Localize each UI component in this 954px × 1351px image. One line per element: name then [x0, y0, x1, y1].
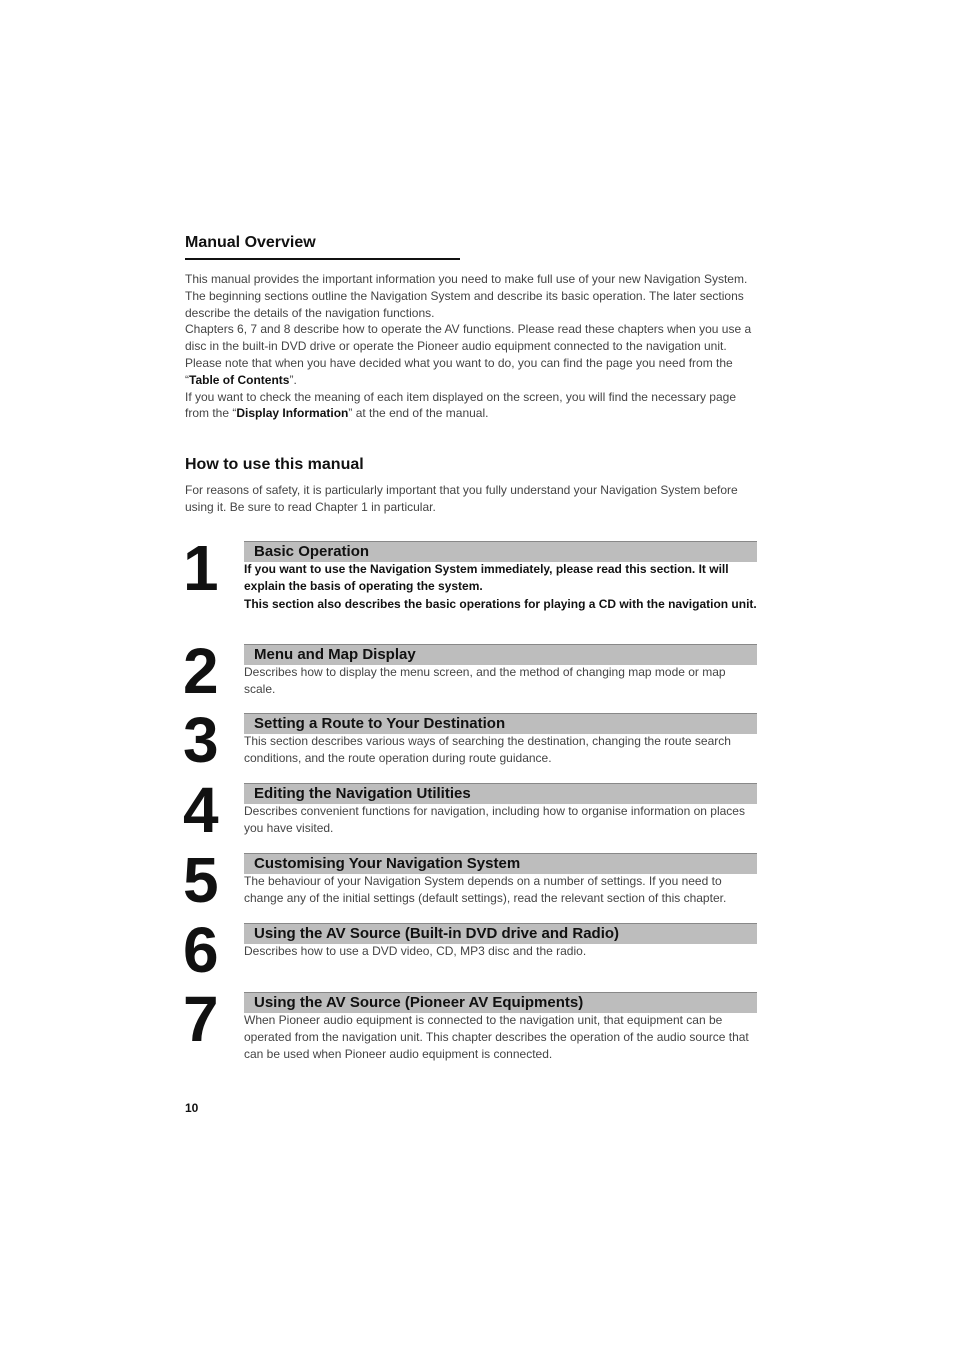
display-information-ref: Display Information — [236, 406, 349, 421]
table-of-contents-ref: Table of Contents — [189, 372, 290, 387]
chapter-title: Menu and Map Display — [244, 644, 757, 665]
chapter-description: This section describes various ways of searching the destination, changing the route search conditions, and the route operation during route guidance. — [244, 734, 731, 765]
overview-text — [185, 271, 757, 422]
section-title-manual-overview: Manual Overview — [185, 234, 460, 260]
chapter-number: 4 — [183, 774, 217, 846]
chapter-number: 5 — [183, 844, 217, 916]
chapter-number: 1 — [183, 532, 217, 604]
section-title-how-to-use: How to use this manual — [185, 456, 364, 473]
overview-paragraph-3: Please note that when you have decided what you want to do, you can find the page you need from the “Table of Contents”. — [185, 355, 733, 387]
chapter-description: When Pioneer audio equipment is connected to the navigation unit, that equipment can be operated from the navigation unit. This chapter describes the operation of the audio source that can be used when Pioneer audio equipment is connected. — [244, 1013, 749, 1061]
chapter-number: 7 — [183, 983, 217, 1055]
chapter-description: Describes convenient functions for navigation, including how to organise information on places you have visited. — [244, 804, 745, 835]
chapter-title: Editing the Navigation Utilities — [244, 783, 757, 804]
chapter-description: The behaviour of your Navigation System depends on a number of settings. If you need to change any of the initial settings (default settings), read the relevant section of this chapter. — [244, 874, 727, 905]
chapter-title: Setting a Route to Your Destination — [244, 713, 757, 734]
chapter-title: Using the AV Source (Pioneer AV Equipments) — [244, 992, 757, 1013]
chapter-number: 3 — [183, 704, 217, 776]
page-number: 10 — [185, 1101, 199, 1115]
chapter-title: Using the AV Source (Built-in DVD drive and Radio) — [244, 923, 757, 944]
overview-paragraph-2: Chapters 6, 7 and 8 describe how to operate the AV functions. Please read these chapters when you use a disc in the built-in DVD drive or operate the Pioneer audio equipment connected to the navigation unit. — [185, 322, 752, 354]
overview-paragraph-4: If you want to check the meaning of each item displayed on the screen, you will find the necessary page from the “Display Information” at the end of the manual. — [185, 389, 736, 421]
chapter-number: 2 — [183, 635, 217, 707]
chapter-number: 6 — [183, 914, 217, 986]
chapter-description: Describes how to use a DVD video, CD, MP3 disc and the radio. — [244, 944, 587, 958]
overview-paragraph-1: This manual provides the important information you need to make full use of your new Navigation System. The beginning sections outline the Navigation System and describe its basic operation. The later sections describe the details of the navigation functions. — [185, 272, 748, 320]
chapter-description: Describes how to display the menu screen, and the method of changing map mode or map scale. — [244, 665, 726, 696]
chapter-description: If you want to use the Navigation System immediately, please read this section. It will explain the basis of operating the system. This section also describes the basic operations for playing a CD with the navigation unit. — [244, 562, 757, 611]
chapter-title: Basic Operation — [244, 541, 757, 562]
chapter-title: Customising Your Navigation System — [244, 853, 757, 874]
howto-intro: For reasons of safety, it is particularly important that you fully understand your Navigation System before using it. Be sure to read Chapter 1 in particular. — [185, 483, 738, 514]
